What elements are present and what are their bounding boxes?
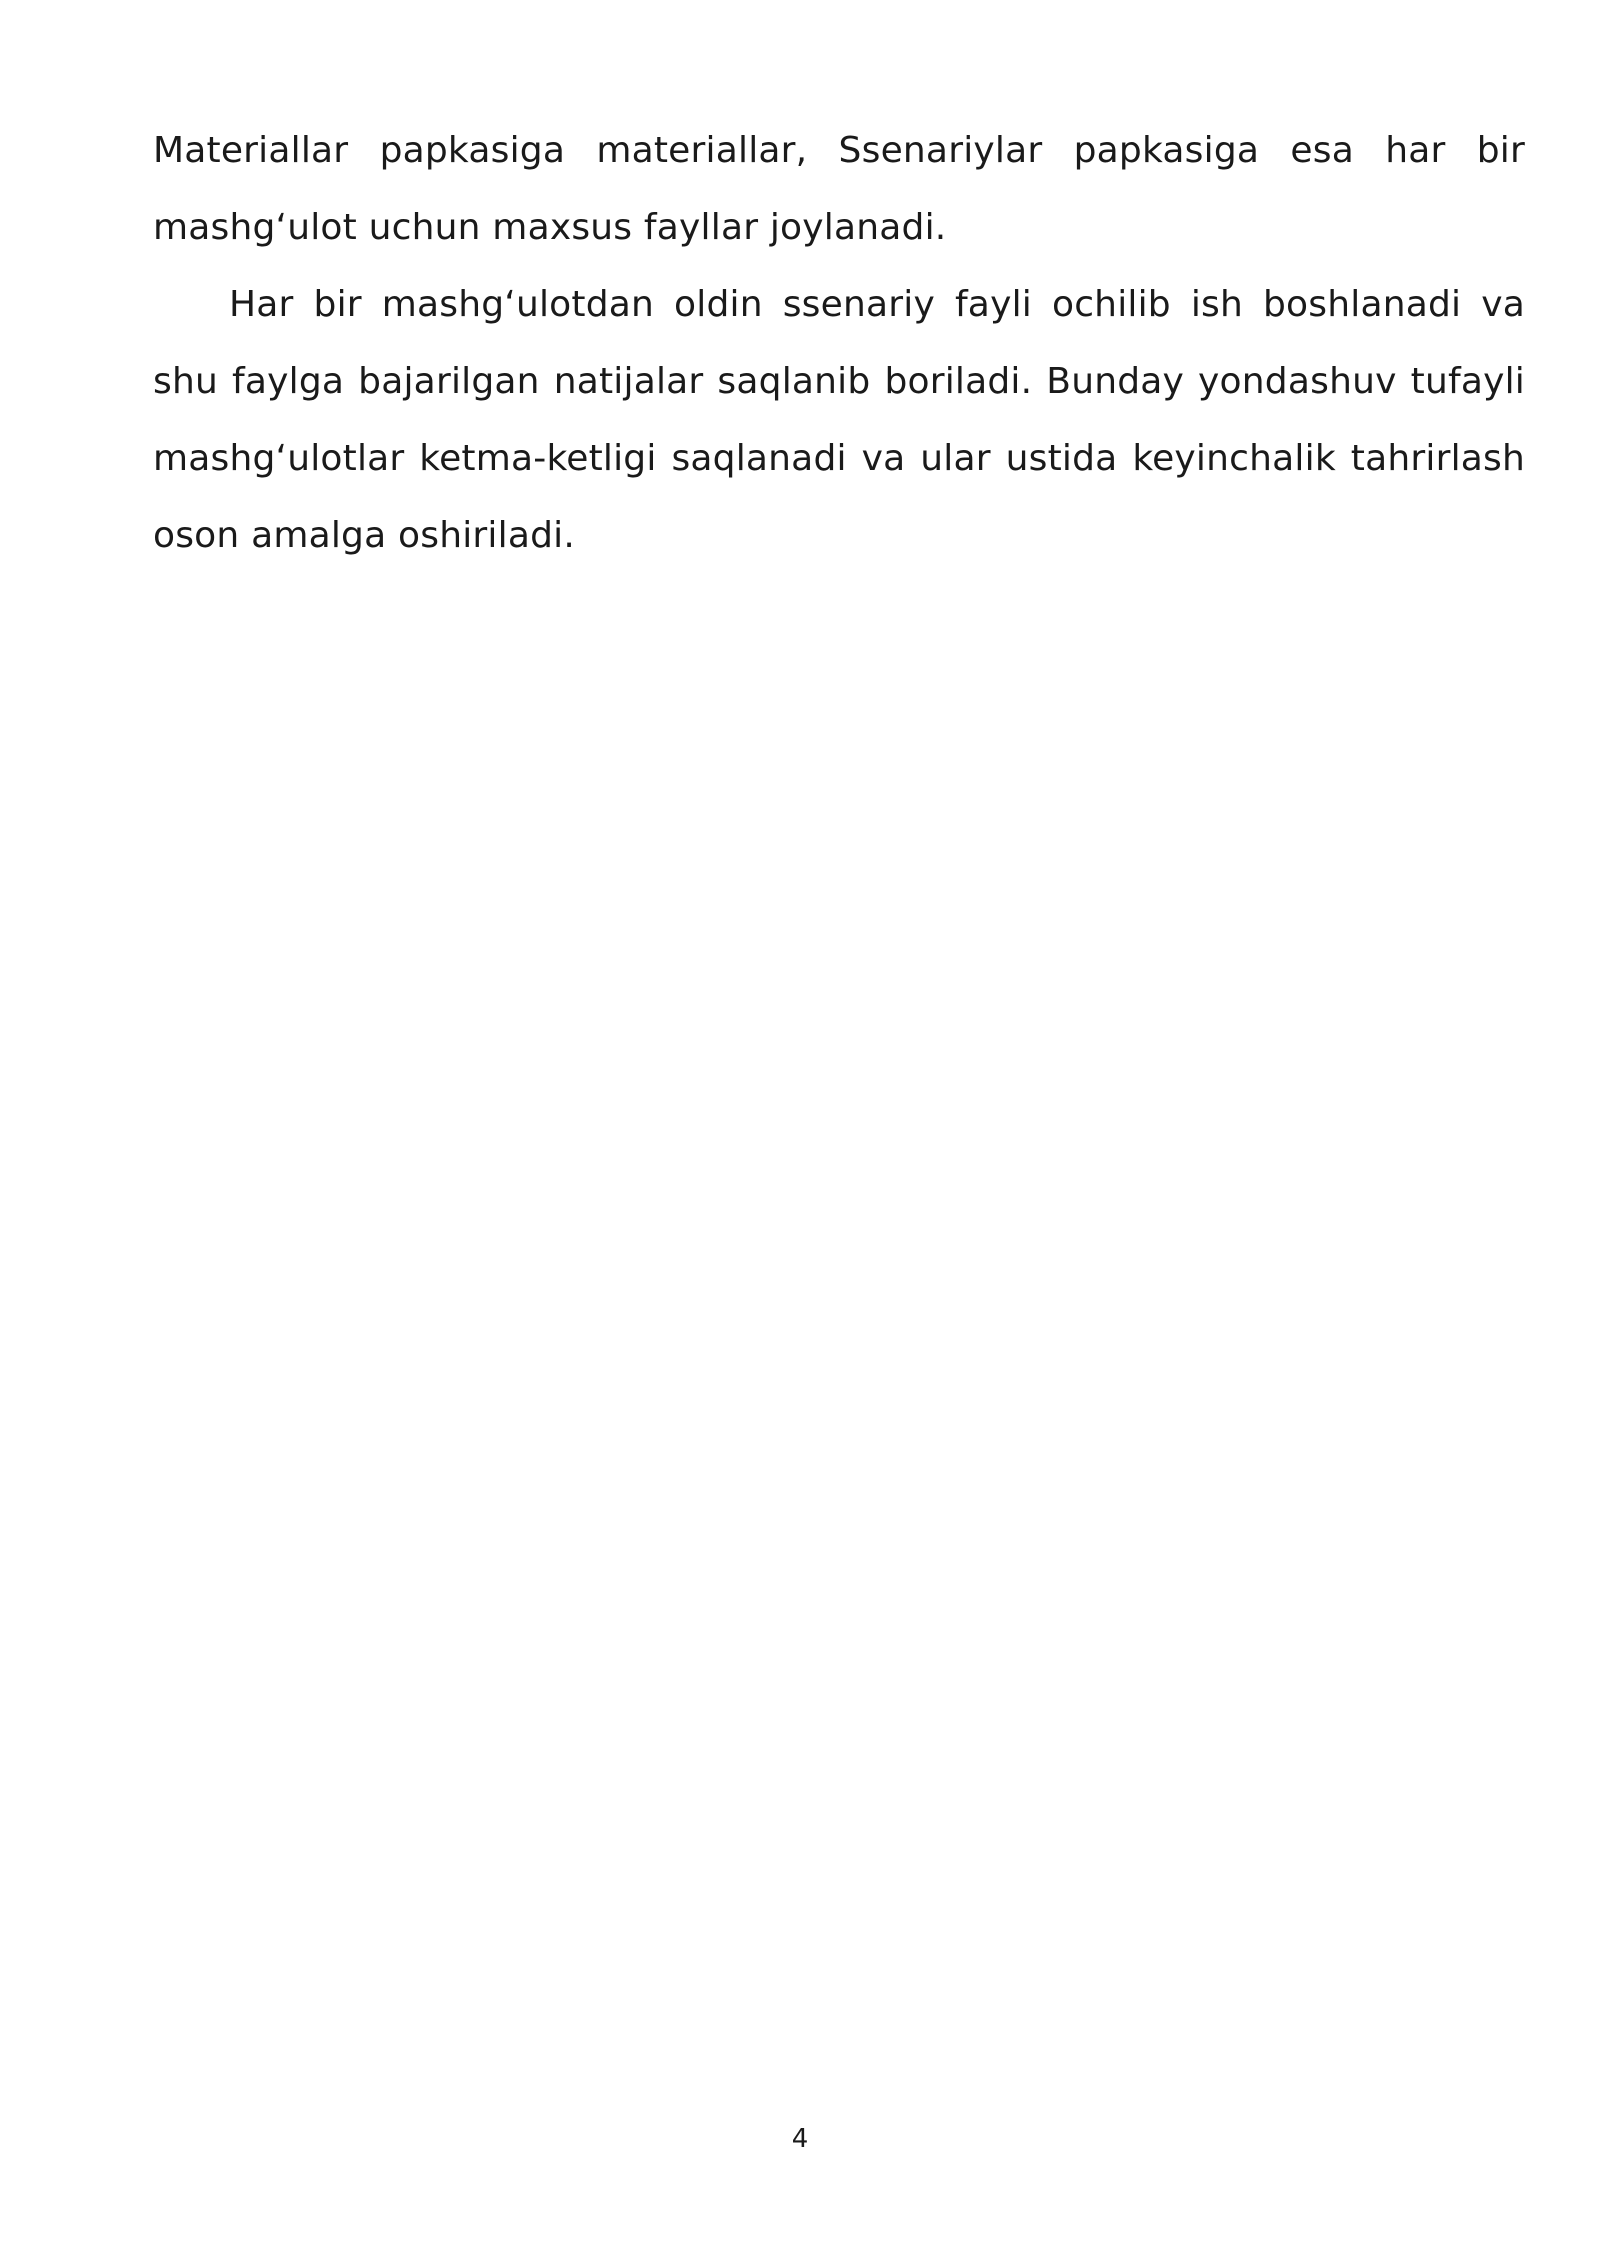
paragraph-scenario-workflow: Har bir mashg‘ulotdan oldin ssenariy fayli ochilib ish boshlanadi va shu faylga bajarilgan natijalar saqlanib boriladi. Bunday yondashuv tufayli mashg‘ulotlar ketma-ketligi saqlanadi va ular ustida keyinchalik tahrirlash oson amalga oshiriladi. <box>153 284 1525 556</box>
body-text <box>153 112 1525 574</box>
paragraph-continuation: Materiallar papkasiga materiallar, Ssenariylar papkasiga esa har bir mashg‘ulot uchun maxsus fayllar joylanadi. <box>153 130 1525 248</box>
page-number: 4 <box>791 2124 809 2154</box>
